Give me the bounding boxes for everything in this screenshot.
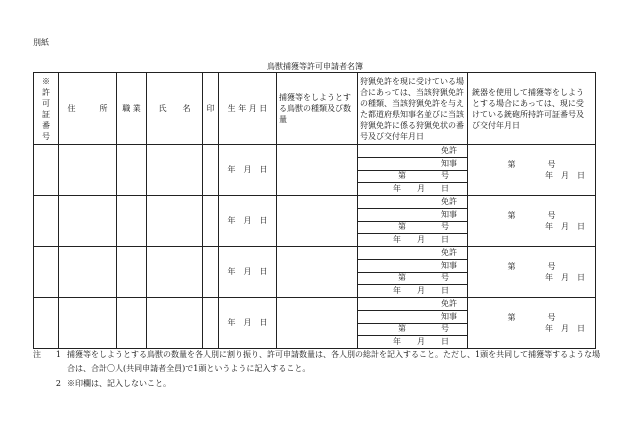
occupation-cell[interactable] xyxy=(117,196,147,247)
license-type-text: 免許 xyxy=(441,298,457,308)
header-birthdate: 生 年 月 日 xyxy=(219,73,277,145)
note-item-1 xyxy=(33,348,603,376)
document-title: 鳥獣捕獲等許可申請者名簿 xyxy=(267,62,363,71)
gun-license-date: 年 月 日 xyxy=(545,324,585,333)
issue-date-cell[interactable] xyxy=(358,285,468,298)
note-number: 1 xyxy=(55,350,61,359)
name-cell[interactable] xyxy=(147,145,203,196)
occupation-cell[interactable] xyxy=(117,298,147,349)
governor-text: 知事 xyxy=(441,260,457,270)
address-cell[interactable] xyxy=(59,145,117,196)
license-number-prefix: 第 xyxy=(398,222,406,232)
birthdate-cell[interactable] xyxy=(219,145,277,196)
table-row xyxy=(34,196,596,209)
license-type-cell[interactable] xyxy=(358,145,468,158)
license-number-prefix: 第 xyxy=(398,324,406,334)
seal-cell[interactable] xyxy=(203,247,219,298)
permit-number-cell[interactable] xyxy=(34,298,59,349)
table-row xyxy=(34,247,596,260)
name-cell[interactable] xyxy=(147,247,203,298)
seal-cell[interactable] xyxy=(203,145,219,196)
table-header xyxy=(34,73,596,145)
table-row xyxy=(34,298,596,311)
address-cell[interactable] xyxy=(59,196,117,247)
gun-license-cell[interactable] xyxy=(468,196,596,247)
governor-cell[interactable] xyxy=(358,259,468,272)
note-prefix xyxy=(33,377,47,391)
note-prefix: 注 xyxy=(33,350,41,359)
governor-text: 知事 xyxy=(441,311,457,321)
seal-cell[interactable] xyxy=(203,298,219,349)
license-type-text: 免許 xyxy=(441,196,457,206)
governor-text: 知事 xyxy=(441,158,457,168)
gun-license-number: 第 号 xyxy=(507,211,556,220)
license-number-cell[interactable] xyxy=(358,221,468,234)
governor-cell[interactable] xyxy=(358,310,468,323)
issue-date-text: 年 月 日 xyxy=(393,235,449,245)
issue-date-cell[interactable] xyxy=(358,336,468,349)
table-row xyxy=(34,145,596,158)
gun-license-cell[interactable] xyxy=(468,247,596,298)
birthdate-placeholder: 年 月 日 xyxy=(227,318,268,327)
license-number-cell[interactable] xyxy=(358,323,468,336)
birthdate-cell[interactable] xyxy=(219,298,277,349)
gun-license-number: 第 号 xyxy=(507,160,556,169)
gun-license-cell[interactable] xyxy=(468,298,596,349)
governor-cell[interactable] xyxy=(358,157,468,170)
applicant-roster-table xyxy=(33,72,596,349)
name-cell[interactable] xyxy=(147,298,203,349)
permit-number-cell[interactable] xyxy=(34,145,59,196)
header-species-quantity: 捕獲等をしようとする鳥獣の種類及び数量 xyxy=(277,73,358,145)
species-quantity-cell[interactable] xyxy=(277,196,358,247)
issue-date-text: 年 月 日 xyxy=(393,184,449,194)
header-address: 住 所 xyxy=(59,73,117,145)
note-text: 捕獲等をしようとする鳥獣の数量を各人別に割り振り、許可申請数量は、各人別の総計を記入すること。ただし、1頭を共同して捕獲等するような場合は、合計〇人(共同申請者全員)で1頭というように記入すること。 xyxy=(67,350,601,373)
header-gun-license: 銃器を使用して捕獲等をしようとする場合にあっては、現に受けている銃砲所持許可証番号及び交付年月日 xyxy=(468,73,596,145)
license-type-cell[interactable] xyxy=(358,247,468,260)
address-cell[interactable] xyxy=(59,298,117,349)
permit-number-cell[interactable] xyxy=(34,196,59,247)
header-name: 氏 名 xyxy=(147,73,203,145)
license-type-text: 免許 xyxy=(441,247,457,257)
header-seal: 印 xyxy=(203,73,219,145)
occupation-cell[interactable] xyxy=(117,247,147,298)
species-quantity-cell[interactable] xyxy=(277,247,358,298)
notes-section xyxy=(33,348,603,391)
issue-date-text: 年 月 日 xyxy=(393,286,449,296)
table-body xyxy=(34,145,596,349)
birthdate-placeholder: 年 月 日 xyxy=(227,267,268,276)
issue-date-cell[interactable] xyxy=(358,234,468,247)
governor-cell[interactable] xyxy=(358,208,468,221)
occupation-cell[interactable] xyxy=(117,145,147,196)
license-type-cell[interactable] xyxy=(358,298,468,311)
header-permit-number: ※許可証番号 xyxy=(34,73,59,145)
note-item-2 xyxy=(33,377,603,391)
species-quantity-cell[interactable] xyxy=(277,145,358,196)
gun-license-cell[interactable] xyxy=(468,145,596,196)
issue-date-cell[interactable] xyxy=(358,183,468,196)
license-number-suffix: 号 xyxy=(441,273,449,283)
license-type-cell[interactable] xyxy=(358,196,468,209)
license-type-text: 免許 xyxy=(441,145,457,155)
species-quantity-cell[interactable] xyxy=(277,298,358,349)
gun-license-number: 第 号 xyxy=(507,262,556,271)
gun-license-date: 年 月 日 xyxy=(545,222,585,231)
issue-date-text: 年 月 日 xyxy=(393,337,449,347)
license-number-cell[interactable] xyxy=(358,170,468,183)
header-hunting-license: 狩猟免許を現に受けている場合にあっては、当該狩猟免許の種類、当該狩猟免許を与えた都道府県知事名並びに当該狩猟免許に係る狩猟免状の番号及び交付年月日 xyxy=(358,73,468,145)
name-cell[interactable] xyxy=(147,196,203,247)
note-text: ※印欄は、記入しないこと。 xyxy=(67,379,171,388)
birthdate-cell[interactable] xyxy=(219,247,277,298)
governor-text: 知事 xyxy=(441,209,457,219)
license-number-suffix: 号 xyxy=(441,324,449,334)
license-number-prefix: 第 xyxy=(398,273,406,283)
license-number-cell[interactable] xyxy=(358,272,468,285)
license-number-suffix: 号 xyxy=(441,222,449,232)
address-cell[interactable] xyxy=(59,247,117,298)
birthdate-placeholder: 年 月 日 xyxy=(227,165,268,174)
license-number-suffix: 号 xyxy=(441,171,449,181)
seal-cell[interactable] xyxy=(203,196,219,247)
gun-license-number: 第 号 xyxy=(507,313,556,322)
note-number: 2 xyxy=(55,379,61,388)
header-occupation: 職 業 xyxy=(117,73,147,145)
permit-number-cell[interactable] xyxy=(34,247,59,298)
birthdate-cell[interactable] xyxy=(219,196,277,247)
header-row xyxy=(34,73,596,145)
gun-license-date: 年 月 日 xyxy=(545,171,585,180)
license-number-prefix: 第 xyxy=(398,171,406,181)
attachment-label: 別紙 xyxy=(33,38,49,47)
birthdate-placeholder: 年 月 日 xyxy=(227,216,268,225)
gun-license-date: 年 月 日 xyxy=(545,273,585,282)
